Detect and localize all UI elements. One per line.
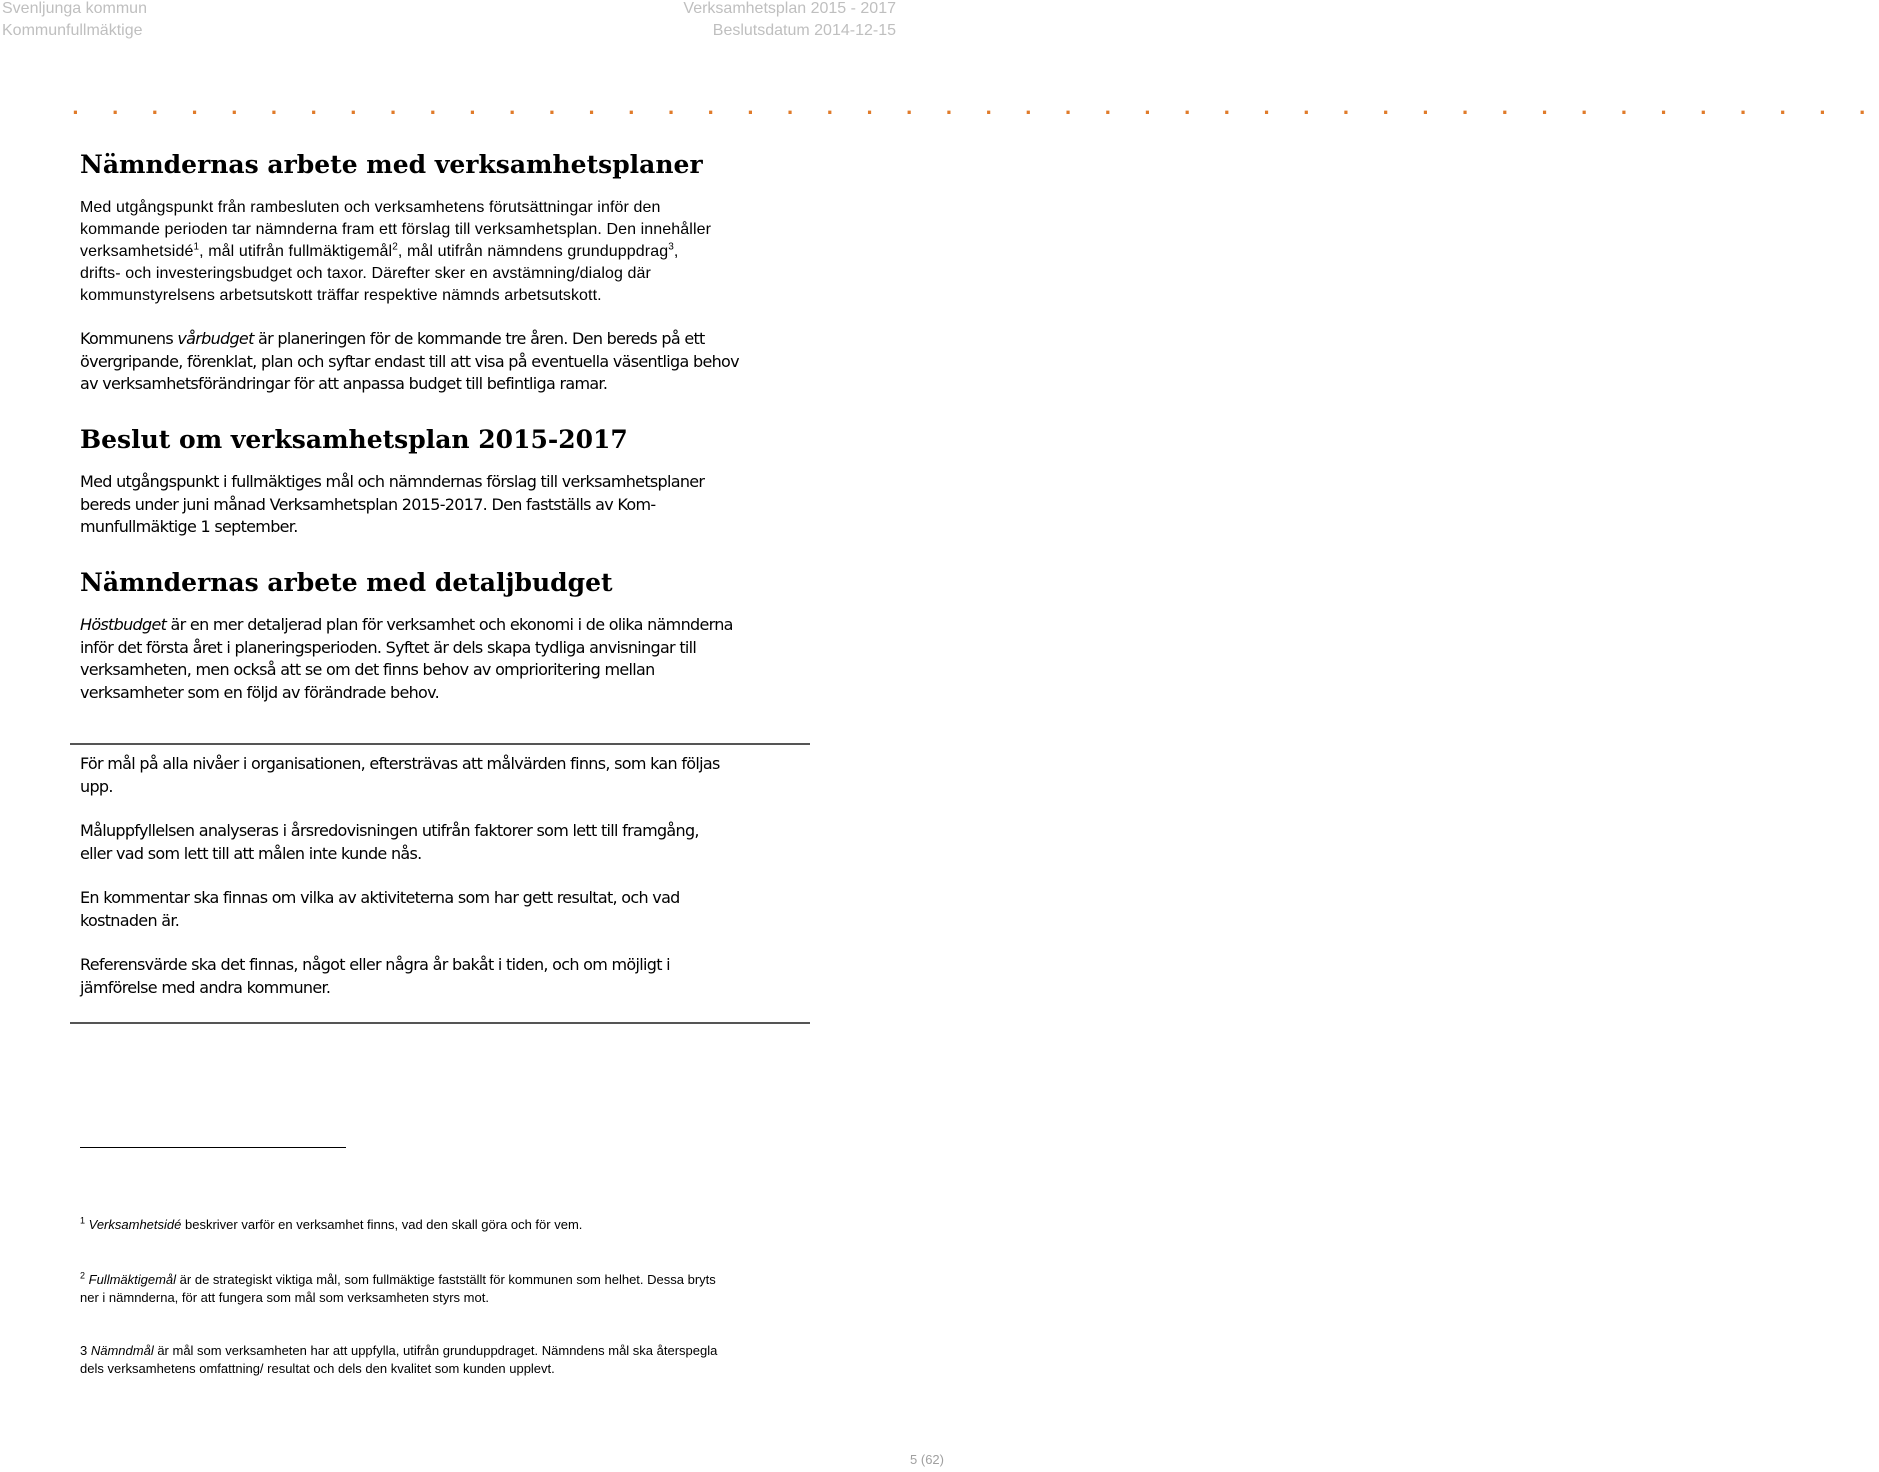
text-fragment: Kommunens [80,329,178,348]
text-line [80,1271,820,1289]
text-line: En kommentar ska finnas om vilka av aktiviteterna som har gett resultat, och vad [80,888,680,907]
text-line: av verksamhetsförändringar för att anpassa budget till befintliga ramar. [80,374,608,393]
box-paragraph-malvarden [80,753,820,798]
text-line: Med utgångspunkt i fullmäktiges mål och nämndernas förslag till verksamhetsplaner [80,472,705,491]
box-paragraph-kommentar [80,887,820,932]
header-body-name: Kommunfullmäktige [2,22,143,39]
footnote-separator [80,1147,346,1148]
footnote-number: 2 [80,1270,86,1281]
footnote-number: 1 [80,1215,86,1226]
text-line: Referensvärde ska det finnas, något eller några år bakåt i tiden, och om möjligt i [80,955,670,974]
text-line: övergripande, förenklat, plan och syftar endast till att visa på eventuella väsentliga behov [80,351,739,371]
box-paragraph-referensvarde [80,954,820,999]
box-bottom-rule [70,1022,810,1024]
footnote-term: Fullmäktigemål [88,1272,177,1287]
text-line: jämförelse med andra kommuner. [80,977,331,997]
section-heading-detaljbudget: Nämndernas arbete med detaljbudget [80,568,613,597]
page-number: 5 (62) [910,1452,944,1467]
text-line [80,614,820,637]
footnote-ref-1: 1 [193,241,200,253]
text-line: drifts- och investeringsbudget och taxor. Därefter sker en avstämning/dialog där [80,265,651,282]
footnote-number: 3 [80,1343,88,1358]
section-heading-beslut: Beslut om verksamhetsplan 2015-2017 [80,425,628,454]
text-line: verksamheter som en följd av förändrade behov. [80,682,440,702]
footnote-term: Verksamhetsidé [88,1217,182,1232]
header-decision-date: Beslutsdatum 2014-12-15 [712,22,896,39]
text-line [80,1342,820,1360]
paragraph-beslut [80,471,820,539]
footnote-text: är mål som verksamheten har att uppfylla, utifrån grunduppdraget. Nämndens mål ska återspegla [153,1343,718,1358]
section-heading-verksamhetsplaner: Nämndernas arbete med verksamhetsplaner [80,150,703,179]
footnote-2 [80,1271,820,1307]
footnote-1 [80,1216,820,1234]
text-line: För mål på alla nivåer i organisationen, eftersträvas att målvärden finns, som kan följas [80,754,720,773]
text-line: bereds under juni månad Verksamhetsplan 2015-2017. Den fastställs av Kom- [80,494,656,514]
text-fragment: , mål utifrån nämndens grunduppdrag [397,243,669,260]
text-fragment: är planeringen för de kommande tre åren. Den bereds på ett [253,329,705,348]
text-line: Måluppfyllelsen analyseras i årsredovisningen utifrån faktorer som lett till framgång, [80,821,699,840]
term-varbudget: vårbudget [177,329,254,348]
footnote-ref-2: 2 [392,241,398,253]
text-fragment: verksamhetsidé [80,243,194,260]
text-line: ner i nämnderna, för att fungera som mål som verksamheten styrs mot. [80,1290,489,1305]
text-line: kommande perioden tar nämnderna fram ett förslag till verksamhetsplan. Den innehåller [80,221,712,238]
footnote-text: är de strategiskt viktiga mål, som fullmäktige fastställt för kommunen som helhet. Dessa bryts [176,1272,716,1287]
text-fragment: , [673,243,679,260]
dotted-divider: . . . . . . . . . . . . . . . . . . . . . . . . . . . . . . . . . . . . . . . . . . . . . . [72,98,1879,119]
text-fragment: är en mer detaljerad plan för verksamhet och ekonomi i de olika nämnderna [166,615,733,634]
header-doc-title: Verksamhetsplan 2015 - 2017 [683,0,896,17]
text-line: verksamheten, men också att se om det finns behov av omprioritering mellan [80,660,655,679]
footnote-3 [80,1342,820,1378]
term-hostbudget: Höstbudget [80,615,167,634]
text-line: kommunstyrelsens arbetsutskott träffar respektive nämnds arbetsutskott. [80,287,602,304]
text-line: Med utgångspunkt från rambesluten och verksamhetens förutsättningar inför den [80,199,661,216]
box-top-rule [70,743,810,745]
text-line [80,1216,820,1234]
text-line: munfullmäktige 1 september. [80,517,298,536]
box-paragraph-maluppfyllelse [80,820,820,865]
paragraph-hostbudget [80,614,820,704]
text-line: eller vad som lett till att målen inte kunde nås. [80,843,422,863]
text-line: inför det första året i planeringsperioden. Syftet är dels skapa tydliga anvisningar till [80,637,697,657]
text-line: dels verksamhetens omfattning/ resultat och dels den kvalitet som kunden upplevt. [80,1361,555,1376]
footnote-term: Nämndmål [90,1343,154,1358]
paragraph-varbudget [80,328,820,396]
text-fragment: , mål utifrån fullmäktigemål [199,243,393,260]
text-line [80,328,820,351]
header-org: Svenljunga kommun [2,0,147,17]
paragraph-verksamhetsplaner-intro [80,197,820,307]
text-line: kostnaden är. [80,910,180,930]
text-line [80,241,820,263]
footnote-text: beskriver varför en verksamhet finns, vad den skall göra och för vem. [181,1217,583,1232]
footnote-ref-3: 3 [668,241,674,253]
text-line: upp. [80,776,113,796]
